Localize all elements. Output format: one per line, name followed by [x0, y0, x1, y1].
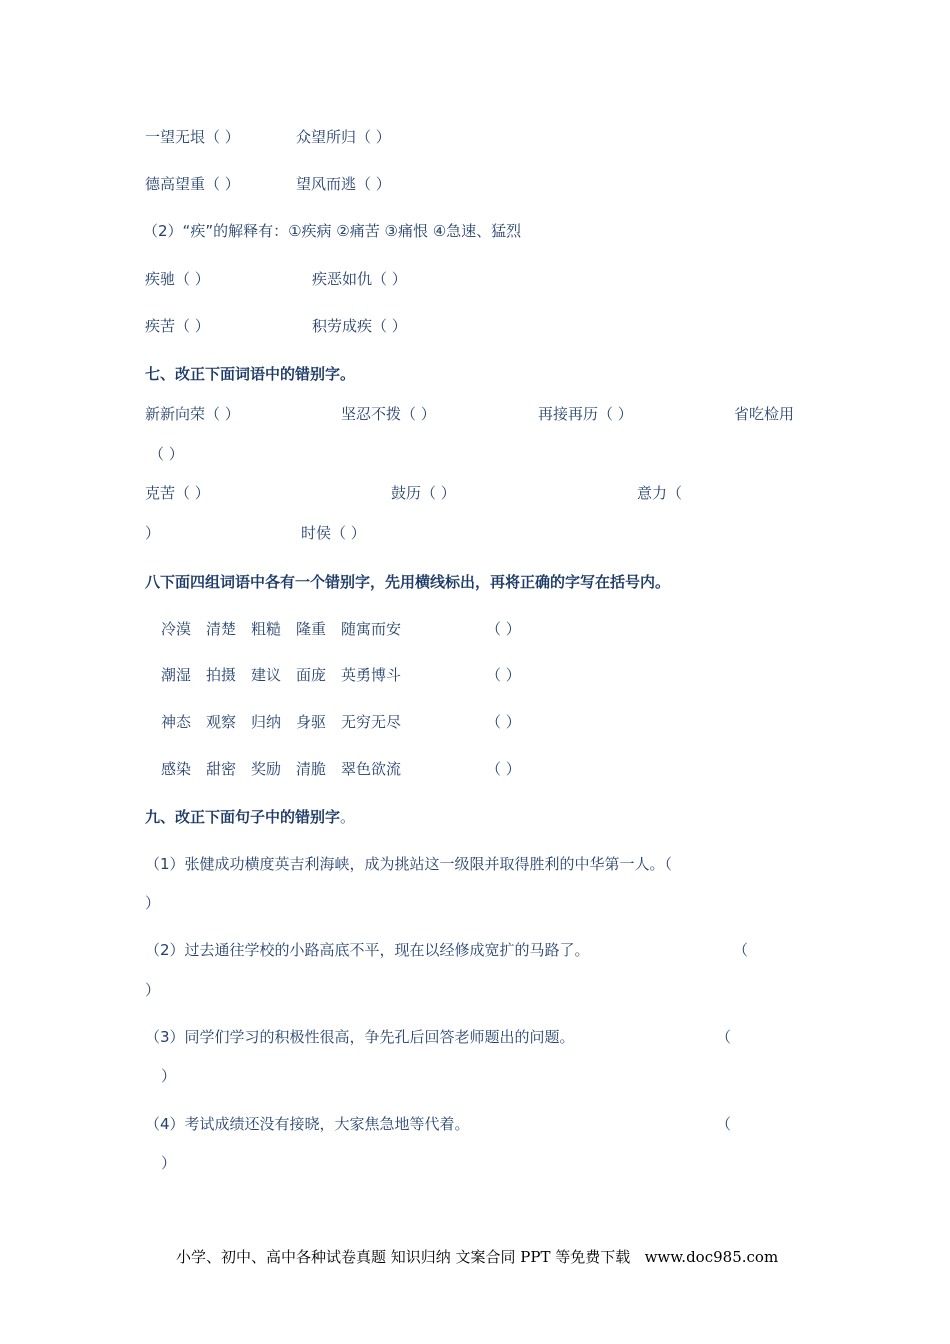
word-group-3: 神态 观察 归纳 身驱 无穷无尽: [161, 713, 402, 731]
sentence-1-paren: ）: [145, 894, 161, 912]
word-group-1-answer: （ ）: [486, 620, 521, 638]
sentence-2-paren: ）: [145, 981, 161, 999]
section-9-title-period: 。: [340, 808, 356, 826]
word-group-4: 感染 甜密 奖励 清脆 翠色欲流: [161, 760, 402, 778]
word-6: 鼓历（ ）: [391, 484, 456, 502]
word-group-3-answer: （ ）: [486, 713, 521, 731]
sentence-2: （2）过去通往学校的小路高底不平，现在以经修成宽扩的马路了。: [145, 941, 590, 959]
item-degaowangzhong: 德高望重（ ）: [145, 175, 240, 193]
sub-question-2: （2）“疾”的解释有：①疾病 ②痛苦 ③痛恨 ④急速、猛烈: [143, 222, 522, 240]
word-8: 时侯（ ）: [301, 524, 366, 542]
sentence-4-paren: ）: [161, 1154, 177, 1172]
word-4-paren: （ ）: [149, 445, 184, 463]
item-jiku: 疾苦（ ）: [145, 317, 210, 335]
section-7-title: 七、改正下面词语中的错别字。: [145, 365, 356, 383]
sentence-1: （1）张健成功横度英吉利海峡，成为挑站这一级限并取得胜利的中华第一人。（: [145, 855, 673, 873]
section-9-title: [145, 807, 355, 827]
page-footer: 小学、初中、高中各种试卷真题 知识归纳 文案合同 PPT 等免费下载 www.doc985.com: [176, 1248, 779, 1266]
word-group-2: 潮湿 拍摄 建议 面庞 英勇博斗: [161, 666, 402, 684]
sentence-4-open-paren: （: [716, 1115, 732, 1133]
sentence-4: （4）考试成绩还没有接晓，大家焦急地等代着。: [145, 1115, 470, 1133]
sentence-2-open-paren: （: [733, 941, 749, 959]
word-7-paren: ）: [145, 524, 161, 542]
sentence-3: （3）同学们学习的积极性很高，争先孔后回答老师题出的问题。: [145, 1028, 575, 1046]
word-5: 克苦（ ）: [145, 484, 210, 502]
item-wangfengertao: 望风而逃（ ）: [296, 175, 391, 193]
item-jieruchou: 疾恶如仇（ ）: [312, 270, 407, 288]
word-group-2-answer: （ ）: [486, 666, 521, 684]
sentence-3-open-paren: （: [716, 1028, 732, 1046]
word-group-4-answer: （ ）: [486, 760, 521, 778]
section-8-title: 八下面四组词语中各有一个错别字，先用横线标出，再将正确的字写在括号内。: [145, 573, 671, 591]
item-zhongwangsuogui: 众望所归（ ）: [296, 128, 391, 146]
word-group-1: 冷漠 清楚 粗糙 隆重 随寓而安: [161, 620, 402, 638]
section-9-title-text: 九、改正下面句子中的错别字: [145, 808, 341, 826]
word-7: 意力（: [637, 484, 683, 502]
word-3: 再接再历（ ）: [538, 405, 633, 423]
sentence-3-paren: ）: [161, 1067, 177, 1085]
item-jilaochengji: 积劳成疾（ ）: [312, 317, 407, 335]
item-jichi: 疾驰（ ）: [145, 270, 210, 288]
item-yiwangwuyin: 一望无垠（ ）: [145, 128, 240, 146]
word-1: 新新向荣（ ）: [145, 405, 240, 423]
word-4: 省吃检用: [734, 405, 795, 423]
word-2: 坚忍不拨（ ）: [341, 405, 436, 423]
